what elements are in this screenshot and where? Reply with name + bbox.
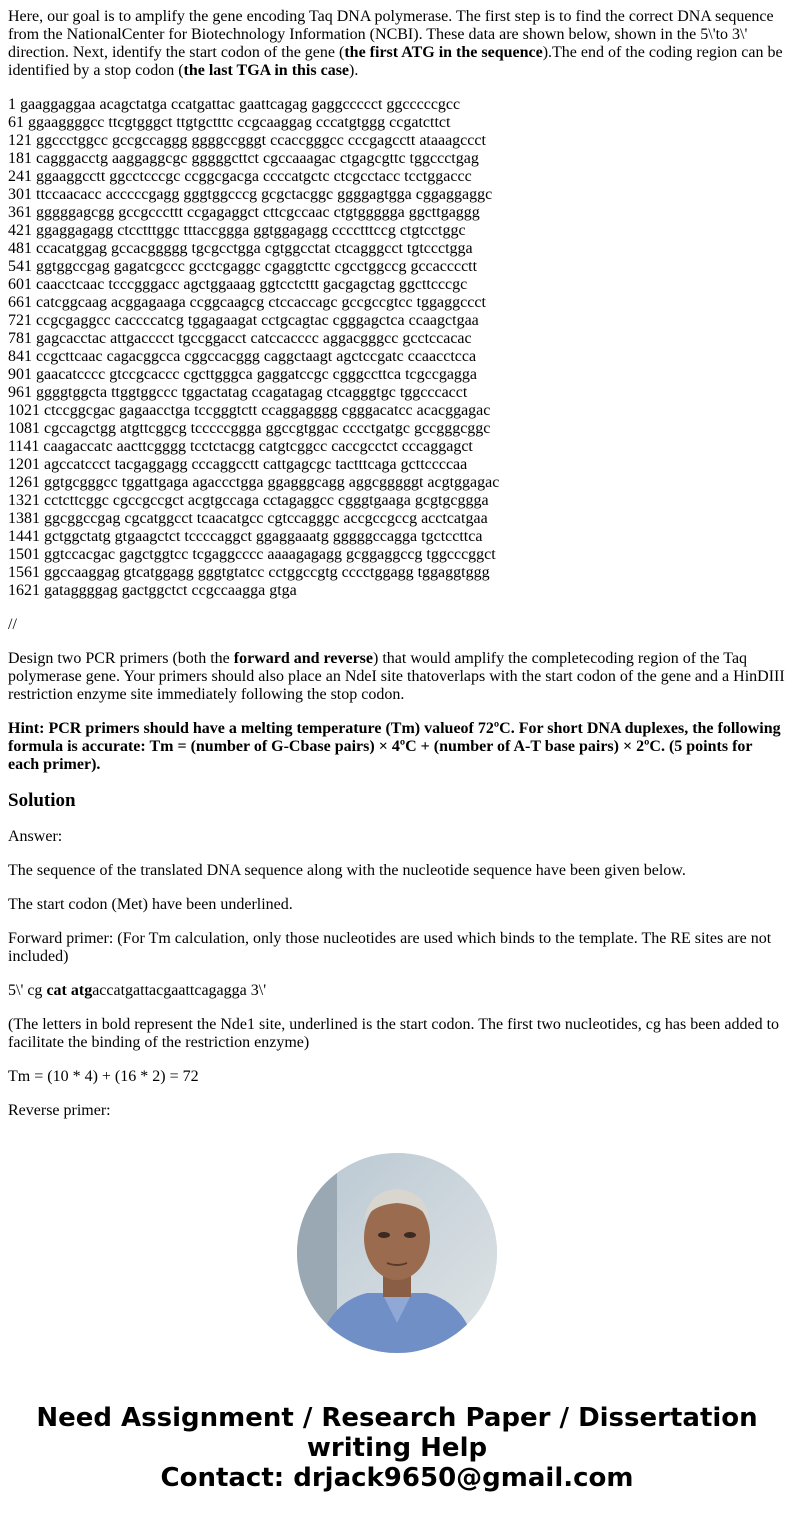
sequence-line: 901 gaacatcccc gtccgcaccc cgcttgggca gaggatccgc cgggccttca tcgccgagga: [8, 366, 478, 383]
answer-label: Answer:: [8, 828, 63, 845]
sequence-line: 1021 ctccggcgac gagaacctga tccgggtctt ccaggagggg cgggacatcc acacggagac: [8, 402, 491, 419]
sequence-line: 541 ggtggccgag gagatcgccc gcctcgaggc cgaggtcttc cgcctggccg gccacccctt: [8, 258, 478, 275]
sequence-line: 301 ttccaacacc acccccgagg gggtggcccg gcgctacggc ggggagtgga cggaggaggc: [8, 186, 493, 203]
sequence-line: 1321 cctcttcggc cgccgccgct acgtgccaga cctagaggcc cgggtgaaga gcgtgcggga: [8, 492, 489, 509]
sequence-line: 361 gggggagcgg gccgcccttt ccgagaggct cttcgccaac ctgtggggga ggcttgaggg: [8, 204, 480, 221]
design-text: Design two PCR primers (both the: [8, 650, 234, 667]
sequence-line: 1501 ggtccacgac gagctggtcc tcgaggcccc aaaagagagg gcggaggccg tggcccggct: [8, 546, 496, 563]
sequence-line: 661 catcggcaag acggagaaga ccggcaagcg ctccaccagc gccgccgtcc tggaggccct: [8, 294, 486, 311]
hint-text: Hint: PCR primers should have a melting temperature (Tm) valueof 72ºC. For short DNA duplexes, the following formula is accurate: Tm = (number of G-Cbase pairs) × 4ºC + (number of A-T base pairs) × 2ºC. (5 points for each primer).: [8, 720, 781, 773]
intro-bold-start: the first ATG in the sequence: [344, 44, 543, 61]
author-photo: [297, 1153, 497, 1353]
intro-paragraph: [8, 8, 786, 80]
hint-paragraph: [8, 720, 786, 774]
sequence-line: 601 caacctcaac tcccgggacc agctggaaag ggtcctcttt gacgagctag ggcttcccgc: [8, 276, 468, 293]
person-photo-icon: [297, 1153, 497, 1353]
footer-banner: [0, 1403, 794, 1493]
sequence-line: 1 gaaggaggaa acagctatga ccatgattac gaattcagag gaggccccct ggcccccgcc: [8, 96, 461, 113]
footer-contact: Contact: drjack9650@gmail.com: [160, 1463, 634, 1493]
primer-prefix: 5\' cg: [8, 982, 47, 999]
sequence-line: 121 ggccctggcc gccgccaggg ggggccgggt ccaccgggcc cccgagcctt ataaagccct: [8, 132, 486, 149]
intro-text: Here, our goal is to amplify the gene encoding Taq DNA polymerase. The first step is to find the correct DNA sequence from the NationalCenter for Biotechnology Information (NCBI). These data are shown below, shown in the 5\'to 3\' direction. Next, identify the start codon of the gene (: [8, 8, 774, 61]
sequence-line: 721 ccgcgaggcc caccccatcg tggagaagat cctgcagtac cgggagctca ccaagctgaa: [8, 312, 479, 329]
solution-heading: Solution: [8, 790, 76, 811]
sequence-line: 1621 gataggggag gactggctct ccgccaagga gtga: [8, 582, 297, 599]
sequence-line: 1261 ggtgcgggcc tggattgaga agaccctgga ggagggcagg aggcgggggt acgtggagac: [8, 474, 500, 491]
sequence-line: 781 gagcacctac attgacccct tgccggacct catccacccc aggacgggcc gcctccacac: [8, 330, 472, 347]
primer-rest: accatgattacgaattcagagga 3\': [92, 982, 267, 999]
forward-primer: [8, 982, 786, 1000]
solution-p1: The sequence of the translated DNA sequence along with the nucleotide sequence have been given below.: [8, 862, 686, 879]
primer-nde1-site: cat atg: [46, 982, 93, 999]
design-paragraph: [8, 650, 786, 704]
tm-calculation: Tm = (10 * 4) + (16 * 2) = 72: [8, 1068, 199, 1085]
sequence-line: 1381 ggcggccgag cgcatggcct tcaacatgcc cgtccagggc accgccgccg acctcatgaa: [8, 510, 488, 527]
sequence-line: 241 ggaaggcctt ggcctcccgc ccggcgacga ccccatgctc ctcgcctacc tcctggaccc: [8, 168, 472, 185]
sequence-line: 1201 agccatccct tacgaggagg cccaggcctt cattgagcgc tactttcaga gcttccccaa: [8, 456, 468, 473]
sequence-line: 1141 caagaccatc aacttcgggg tcctctacgg catgtcggcc caccgcctct cccaggagct: [8, 438, 473, 455]
solution-p2: The start codon (Met) have been underlined.: [8, 896, 293, 913]
sequence-line: 961 ggggtggcta ttggtggccc tggactatag ccagatagag ctcagggtgc tggcccacct: [8, 384, 468, 401]
separator: //: [8, 616, 17, 633]
sequence-line: 481 ccacatggag gccacggggg tgcgcctgga cgtggcctat ctcagggcct tgtccctgga: [8, 240, 473, 257]
solution-p3: Forward primer: (For Tm calculation, only those nucleotides are used which binds to the template. The RE sites are not included): [8, 930, 772, 965]
sequence-line: 1081 cgccagctgg atgttcggcg tcccccggga ggccgtggac cccctgatgc gccgggcggc: [8, 420, 491, 437]
solution-p4: (The letters in bold represent the Nde1 site, underlined is the start codon. The first two nucleotides, cg has been added to facilitate the binding of the restriction enzyme): [8, 1016, 780, 1051]
sequence-line: 421 ggaggagagg ctcctttggc tttaccggga ggtggagagg cccctttccg ctgtcctggc: [8, 222, 466, 239]
intro-text: ).: [349, 62, 359, 79]
intro-bold-stop: the last TGA in this case: [183, 62, 350, 79]
reverse-primer-label: Reverse primer:: [8, 1102, 111, 1119]
sequence-line: 181 cagggacctg aaggaggcgc gggggcttct cgccaaagac ctgagcgttc tggccctgag: [8, 150, 479, 167]
design-text: ) that would amplify the completecoding region of the Taq polymerase gene. Your primers should also place an NdeI site thatoverlaps with the start codon of the gene and a HinDIII restriction enzyme site immediately following the stop codon.: [8, 650, 785, 703]
intro-text: ).The end of the coding region can be identified by a stop codon (: [8, 44, 783, 79]
sequence-line: 841 ccgcttcaac cagacggcca cggccacggg caggctaagt agctccgatc ccaacctcca: [8, 348, 477, 365]
sequence-line: 61 ggaaggggcc ttcgtgggct ttgtgctttc ccgcaaggag cccatgtggg ccgatcttct: [8, 114, 451, 131]
footer-help-text: Need Assignment / Research Paper / Dissertation writing Help: [36, 1403, 758, 1463]
sequence-line: 1561 ggccaaggag gtcatggagg gggtgtatcc cctggccgtg cccctggagg tggaggtggg: [8, 564, 490, 581]
design-bold: forward and reverse: [233, 650, 373, 667]
sequence-line: 1441 gctggctatg gtgaagctct tccccaggct ggaggaaatg gggggccagga tgctccttca: [8, 528, 483, 545]
dna-sequence: [8, 96, 786, 600]
